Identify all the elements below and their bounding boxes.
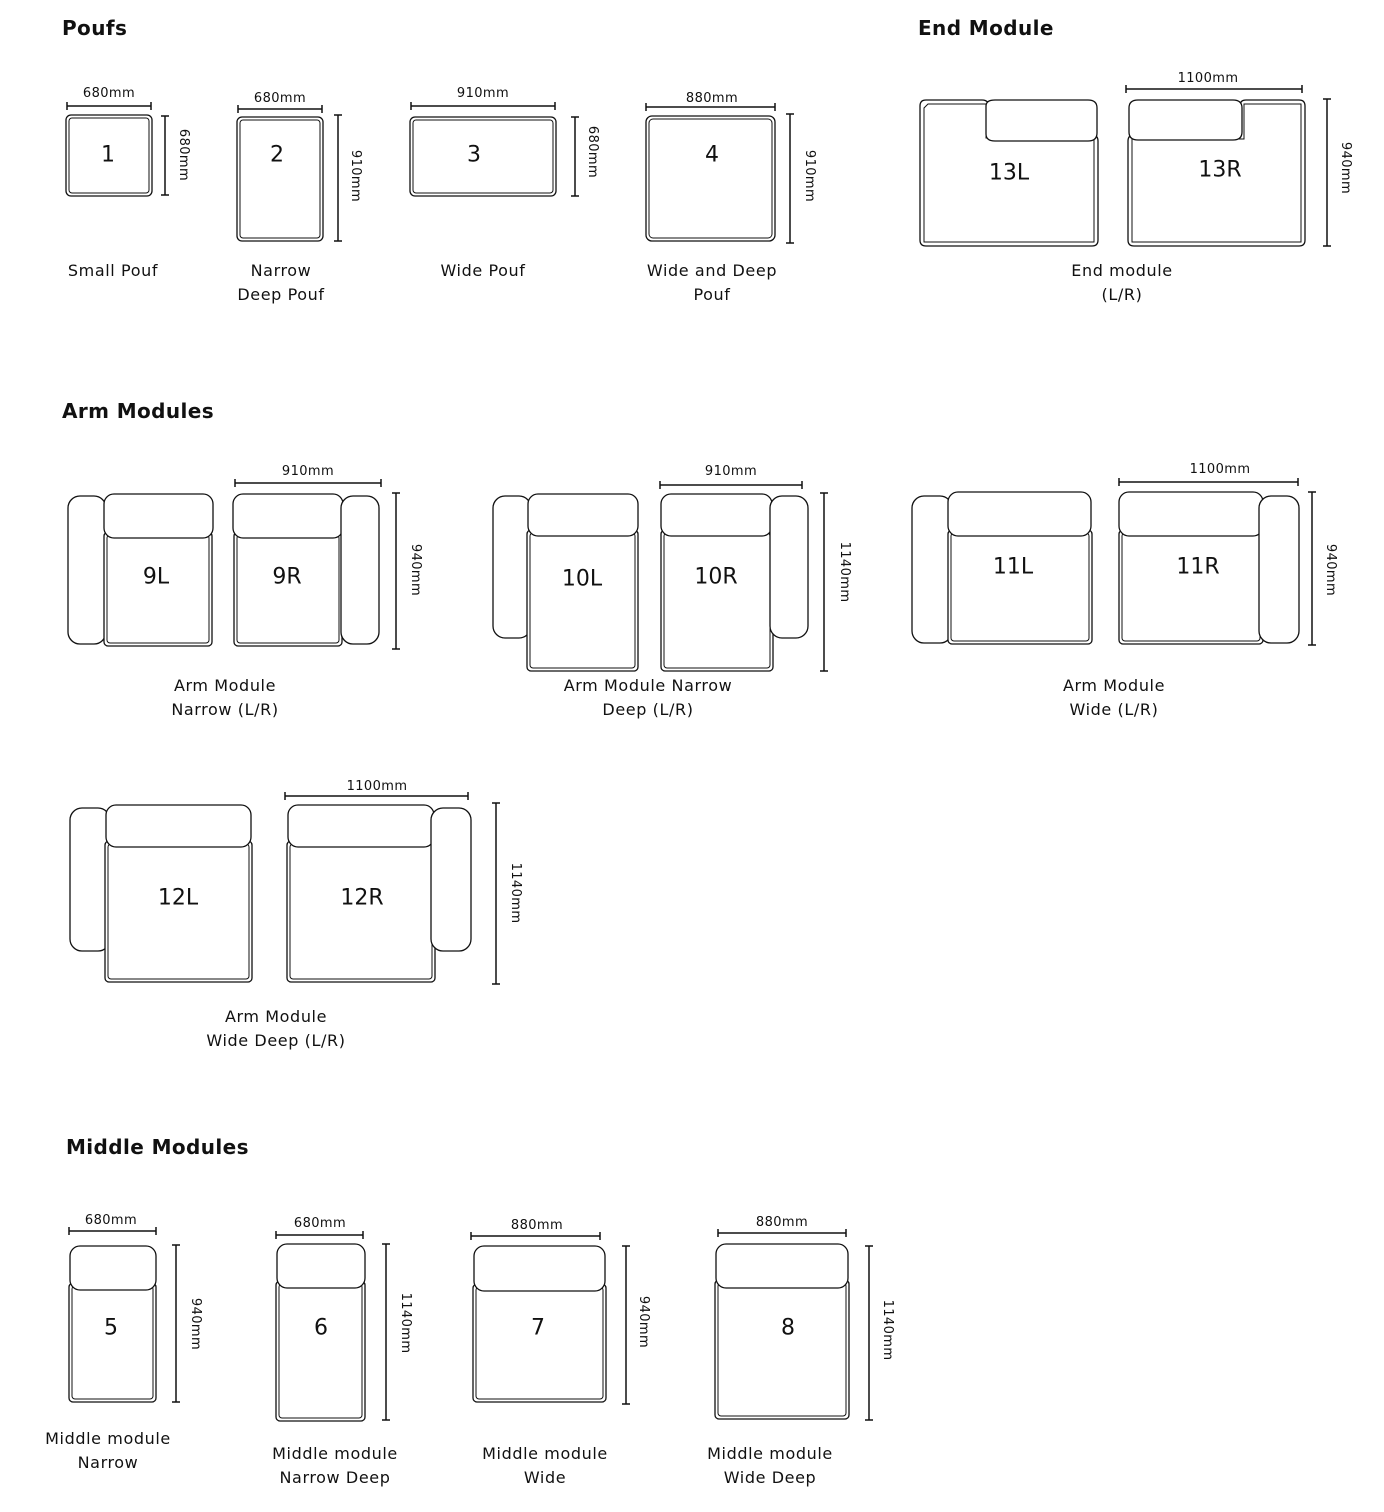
module-number-10l: 10L: [561, 566, 603, 592]
svg-text:880mm: 880mm: [755, 1215, 809, 1230]
dimension-depth-5: [172, 1245, 203, 1402]
dimension-depth-11: [1308, 492, 1338, 645]
dimension-depth-7: [622, 1246, 651, 1404]
middle-module-7: [471, 1218, 651, 1404]
dimension-width-6: [276, 1216, 363, 1239]
dimension-width-10: [660, 464, 802, 489]
module-number-13l: 13L: [988, 160, 1030, 186]
svg-text:680mm: 680mm: [176, 128, 191, 182]
caption-middle-narrow-deep: Middle module Narrow Deep: [272, 1444, 398, 1487]
dimension-depth-8: [865, 1246, 895, 1420]
module-number-6: 6: [314, 1315, 328, 1341]
module-number-12l: 12L: [157, 885, 199, 911]
pouf-small: [66, 86, 191, 196]
svg-text:910mm: 910mm: [281, 464, 335, 479]
module-number-9r: 9R: [272, 564, 302, 590]
caption-wide-pouf: Wide Pouf: [440, 261, 526, 280]
svg-text:680mm: 680mm: [82, 86, 136, 101]
dimension-depth-4: [786, 114, 817, 243]
svg-text:680mm: 680mm: [253, 91, 307, 106]
module-number-1: 1: [101, 142, 115, 168]
module-number-11r: 11R: [1176, 554, 1220, 580]
caption-narrow-deep-pouf: Narrow Deep Pouf: [237, 261, 325, 304]
svg-text:940mm: 940mm: [188, 1297, 203, 1351]
pouf-wide: [410, 86, 600, 196]
svg-text:880mm: 880mm: [685, 91, 739, 106]
dimension-width-5: [69, 1213, 156, 1235]
arm-module-11r: [1119, 462, 1338, 645]
arm-module-12l: [70, 805, 252, 982]
dimension-depth-10: [820, 493, 852, 671]
dimension-depth-12: [492, 803, 523, 984]
dimension-depth-3: [571, 117, 600, 196]
middle-module-5: [69, 1213, 203, 1402]
module-number-9l: 9L: [142, 564, 170, 590]
svg-text:910mm: 910mm: [704, 464, 758, 479]
dimension-depth-13: [1323, 99, 1353, 246]
dimension-width-7: [471, 1218, 600, 1240]
caption-middle-narrow: Middle module Narrow: [45, 1429, 171, 1472]
svg-text:940mm: 940mm: [1323, 543, 1338, 597]
section-heading-end-module: End Module: [918, 16, 1054, 40]
arm-module-12r: [285, 779, 523, 984]
end-module-left: [920, 100, 1098, 246]
svg-text:1140mm: 1140mm: [508, 862, 523, 924]
svg-text:1100mm: 1100mm: [1177, 71, 1239, 86]
module-number-10r: 10R: [694, 564, 738, 590]
svg-text:680mm: 680mm: [585, 125, 600, 179]
svg-text:1140mm: 1140mm: [398, 1292, 413, 1354]
svg-text:1100mm: 1100mm: [346, 779, 408, 794]
caption-wide-deep-pouf: Wide and Deep Pouf: [646, 261, 778, 304]
svg-text:680mm: 680mm: [293, 1216, 347, 1231]
dimension-width-13: [1126, 71, 1302, 93]
svg-text:910mm: 910mm: [348, 149, 363, 203]
svg-text:910mm: 910mm: [802, 149, 817, 203]
caption-arm-narrow: Arm Module Narrow (L/R): [171, 676, 279, 719]
svg-text:1140mm: 1140mm: [880, 1299, 895, 1361]
module-number-3: 3: [467, 142, 481, 168]
section-heading-poufs: Poufs: [62, 16, 128, 40]
pouf-narrow-deep: [237, 91, 363, 241]
caption-small-pouf: Small Pouf: [67, 261, 159, 280]
svg-text:940mm: 940mm: [1338, 141, 1353, 195]
arm-module-10l: [493, 494, 638, 671]
dimension-width-2: [238, 91, 322, 113]
module-number-4: 4: [705, 142, 719, 168]
dimension-width-9: [235, 464, 381, 487]
svg-text:940mm: 940mm: [636, 1295, 651, 1349]
caption-end-module: End module (L/R): [1071, 261, 1173, 304]
caption-arm-wide: Arm Module Wide (L/R): [1062, 676, 1166, 719]
caption-middle-wide: Middle module Wide: [482, 1444, 608, 1487]
svg-text:1100mm: 1100mm: [1189, 462, 1251, 477]
dimension-width-8: [718, 1215, 846, 1237]
caption-arm-narrow-deep: Arm Module Narrow Deep (L/R): [563, 676, 733, 719]
module-number-7: 7: [531, 1315, 545, 1341]
dimension-depth-6: [382, 1244, 413, 1420]
pouf-wide-deep: [646, 91, 817, 243]
dimension-depth-9: [392, 493, 423, 649]
end-module-right: [1126, 71, 1353, 246]
svg-text:880mm: 880mm: [510, 1218, 564, 1233]
module-number-12r: 12R: [340, 885, 384, 911]
section-heading-middle-modules: Middle Modules: [66, 1135, 249, 1159]
section-heading-arm-modules: Arm Modules: [62, 399, 215, 423]
dimension-width-11: [1119, 462, 1298, 486]
arm-module-9l: [68, 494, 213, 646]
dimension-depth-1: [161, 116, 191, 195]
middle-module-8: [715, 1215, 895, 1420]
svg-text:940mm: 940mm: [408, 543, 423, 597]
arm-module-11l: [912, 492, 1092, 644]
svg-text:910mm: 910mm: [456, 86, 510, 101]
dimension-width-12: [285, 779, 468, 800]
dimension-depth-2: [334, 115, 363, 241]
module-number-13r: 13R: [1198, 157, 1242, 183]
dimension-width-4: [646, 91, 775, 111]
module-number-2: 2: [270, 142, 284, 168]
caption-arm-wide-deep: Arm Module Wide Deep (L/R): [206, 1007, 346, 1050]
module-number-5: 5: [104, 1315, 118, 1341]
module-number-8: 8: [781, 1315, 795, 1341]
caption-middle-wide-deep: Middle module Wide Deep: [707, 1444, 833, 1487]
svg-text:1140mm: 1140mm: [837, 541, 852, 603]
svg-text:680mm: 680mm: [84, 1213, 138, 1228]
middle-module-6: [276, 1216, 413, 1421]
arm-module-9r: [233, 464, 423, 649]
dimension-width-3: [411, 86, 555, 110]
module-number-11l: 11L: [992, 554, 1034, 580]
dimension-width-1: [67, 86, 151, 110]
arm-module-10r: [660, 464, 852, 671]
